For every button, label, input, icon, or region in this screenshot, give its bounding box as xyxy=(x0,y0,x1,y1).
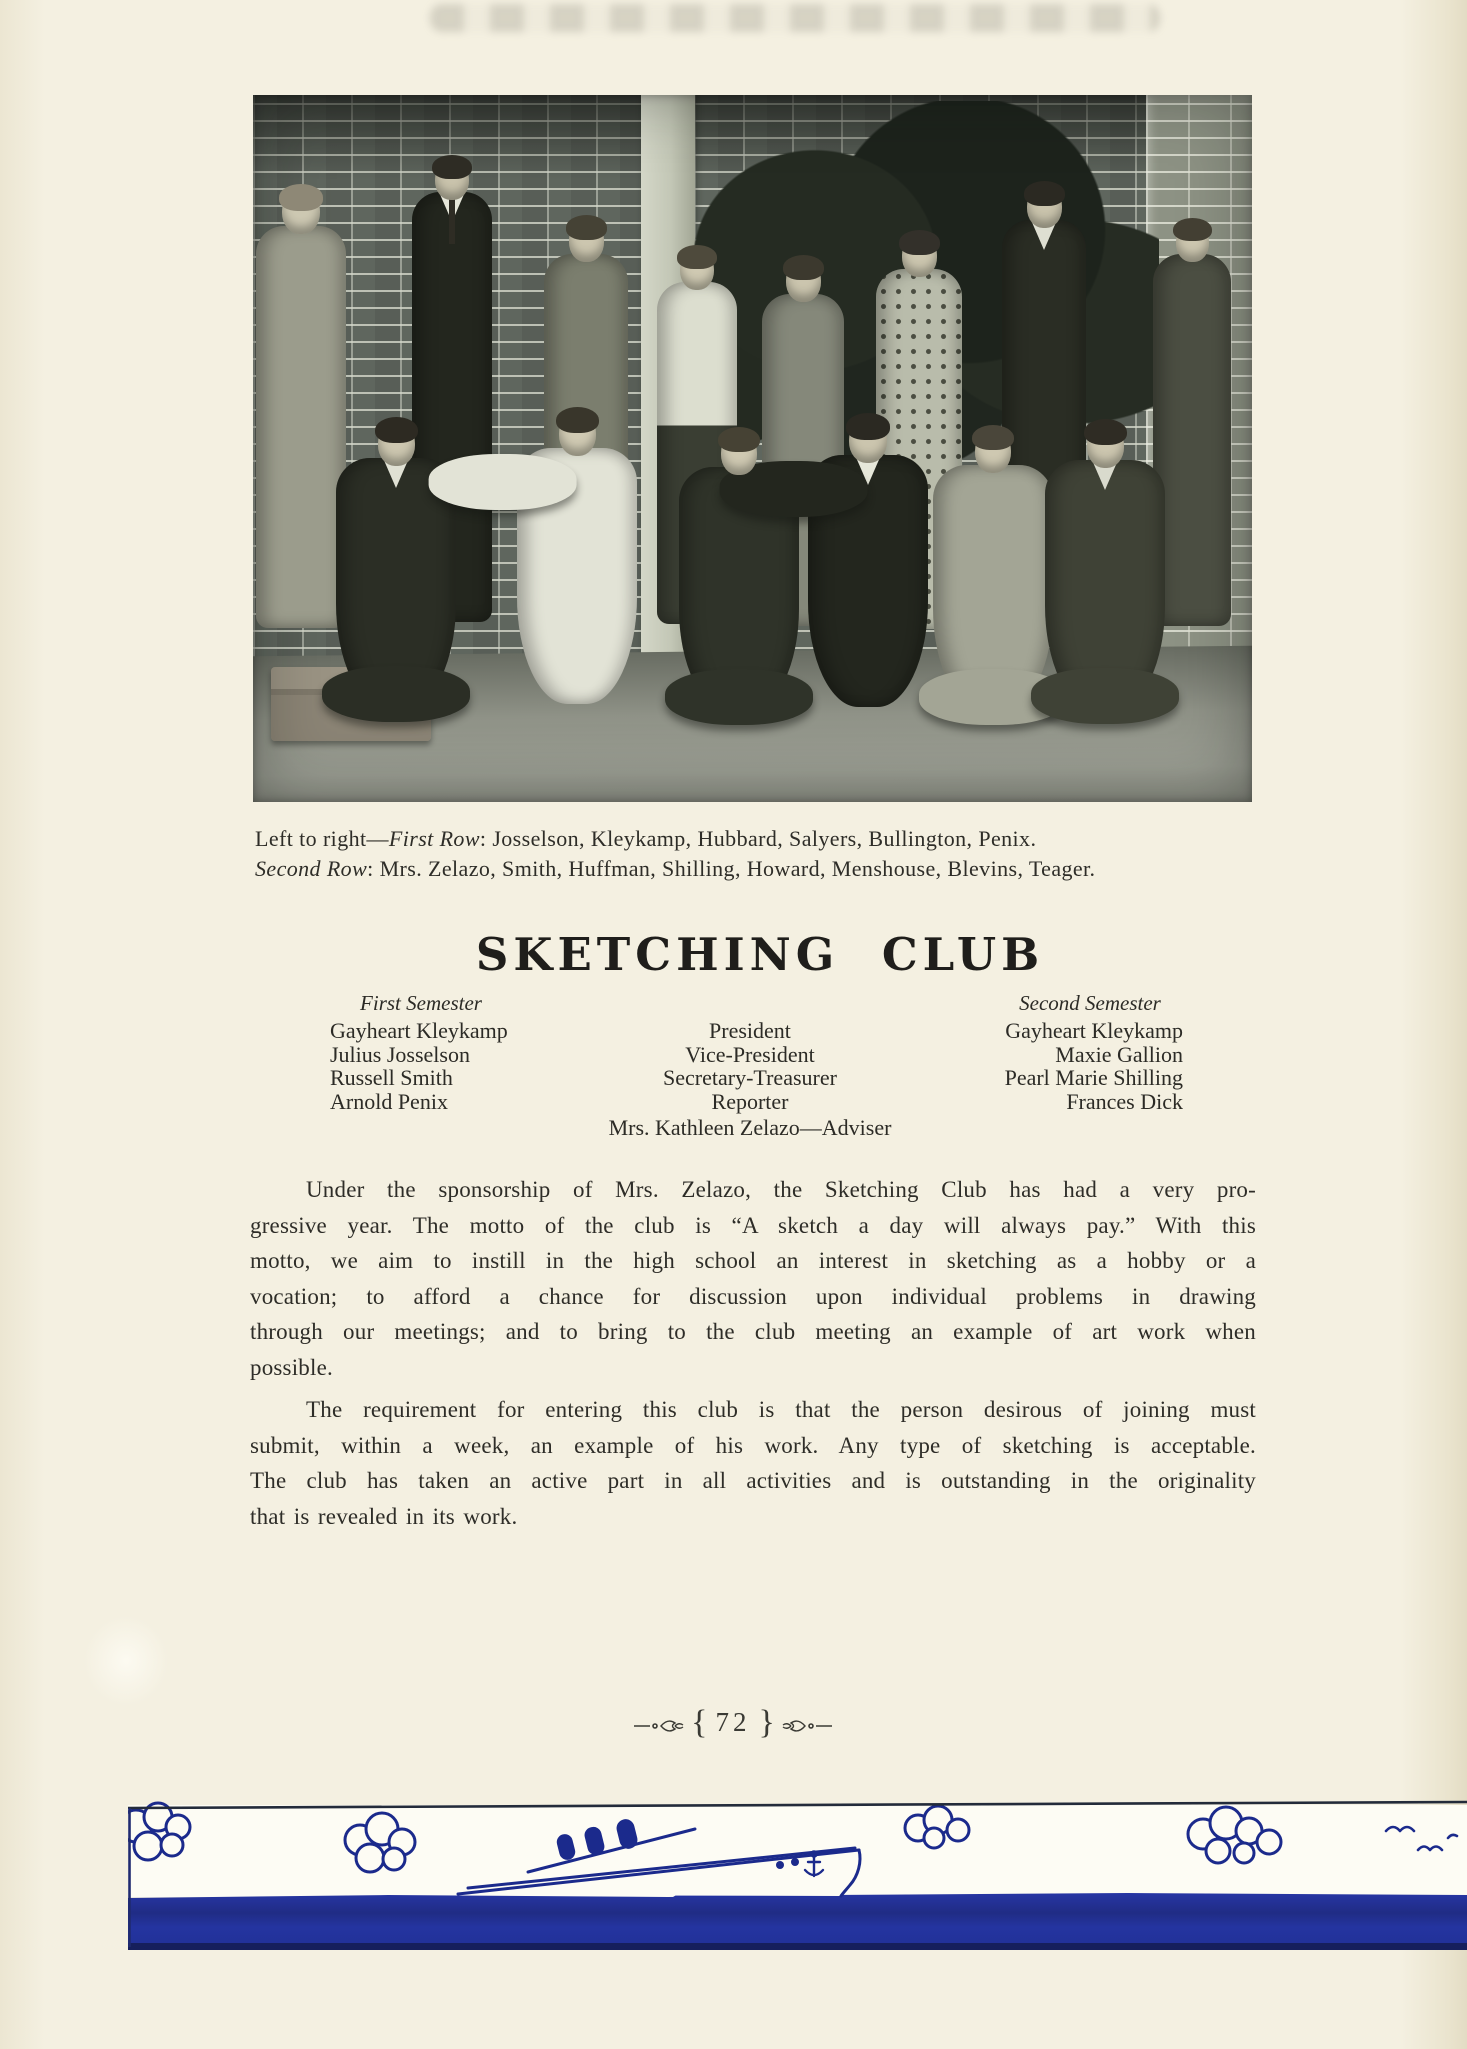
office-title: Vice-President xyxy=(685,1041,815,1067)
body-line: that is revealed in its work. xyxy=(250,1503,518,1529)
first-semester-officer: Russell Smith xyxy=(330,1065,453,1090)
caption-line-2 xyxy=(255,854,1255,884)
officer-row xyxy=(250,1019,1250,1043)
first-semester-officer: Julius Josselson xyxy=(330,1041,470,1067)
adviser-line: Mrs. Kathleen Zelazo—Adviser xyxy=(608,1115,892,1140)
first-semester-label: First Semester xyxy=(360,991,482,1015)
first-semester-officer: Gayheart Kleykamp xyxy=(330,1018,508,1043)
close-brace: } xyxy=(758,1704,775,1741)
caption-text: : Mrs. Zelazo, Smith, Huffman, Shilling, Howard, Menshouse, Blevins, Teager. xyxy=(367,856,1096,881)
second-semester-officer: Pearl Marie Shilling xyxy=(1004,1065,1183,1090)
club-group-photo xyxy=(253,95,1252,802)
office-title: President xyxy=(709,1018,791,1043)
paragraph-2 xyxy=(250,1392,1256,1534)
caption-second-row-label: Second Row xyxy=(255,856,368,881)
caption-text: : Josselson, Kleykamp, Hubbard, Salyers, Bullington, Penix. xyxy=(479,826,1037,851)
photo-caption xyxy=(255,824,1255,884)
person-figure xyxy=(517,411,637,704)
body-line: The club has taken an active part in all activities and is outstanding in the originality xyxy=(250,1468,1256,1493)
officer-rows xyxy=(250,1019,1250,1113)
page-number-ornament xyxy=(233,1702,1233,1740)
person-figure xyxy=(1045,423,1165,710)
person-figure xyxy=(336,421,456,708)
body-line: motto, we aim to instill in the high school an interest in sketching as a hobby or a xyxy=(250,1248,1256,1273)
caption-first-row-label: First Row xyxy=(388,826,480,851)
open-brace: { xyxy=(691,1704,708,1741)
page-title: SKETCHING CLUB xyxy=(475,928,1045,981)
body-line: gressive year. The motto of the club is “A sketch a day will always pay.” With this xyxy=(250,1212,1256,1238)
first-semester-officer: Arnold Penix xyxy=(330,1088,448,1114)
officer-row xyxy=(250,1043,1250,1067)
person-figure xyxy=(256,188,346,628)
officer-row xyxy=(250,1066,1250,1090)
porthole xyxy=(776,1861,784,1869)
officers-list xyxy=(250,991,1250,1151)
second-semester-officer: Gayheart Kleykamp xyxy=(1005,1018,1183,1043)
caption-line-1 xyxy=(255,824,1255,854)
body-line: The requirement for entering this club is that the person desirous of joining must xyxy=(306,1397,1256,1422)
caption-text: Left to right— xyxy=(255,826,389,851)
porthole xyxy=(791,1858,799,1866)
page-number: 72 xyxy=(715,1707,751,1737)
body-line: possible. xyxy=(250,1354,333,1380)
scan-smudge-artifact xyxy=(430,4,1160,32)
paragraph-1 xyxy=(250,1172,1256,1385)
right-flourish-icon xyxy=(781,1711,833,1741)
footer-illustration xyxy=(128,1798,1467,1950)
body-line: Under the sponsorship of Mrs. Zelazo, the Sketching Club has had a very pro- xyxy=(306,1177,1256,1202)
office-title: Secretary-Treasurer xyxy=(663,1065,837,1090)
body-line: vocation; to afford a chance for discussion upon individual problems in drawing xyxy=(250,1283,1256,1309)
person-figure xyxy=(808,417,928,707)
second-semester-officer: Frances Dick xyxy=(1066,1088,1183,1114)
officer-row xyxy=(250,1090,1250,1114)
body-line: through our meetings; and to bring to the club meeting an example of art work when xyxy=(250,1319,1256,1344)
paper-light-spot xyxy=(84,1616,168,1706)
sea-bottom-edge xyxy=(128,1943,1467,1950)
sea-band xyxy=(128,1893,1467,1950)
left-flourish-icon xyxy=(633,1711,685,1741)
body-line: submit, within a week, an example of his work. Any type of sketching is acceptable. xyxy=(250,1432,1256,1458)
person-figure xyxy=(933,429,1053,711)
second-semester-officer: Maxie Gallion xyxy=(1055,1041,1183,1067)
second-semester-label: Second Semester xyxy=(1019,991,1161,1015)
office-title: Reporter xyxy=(711,1088,789,1114)
